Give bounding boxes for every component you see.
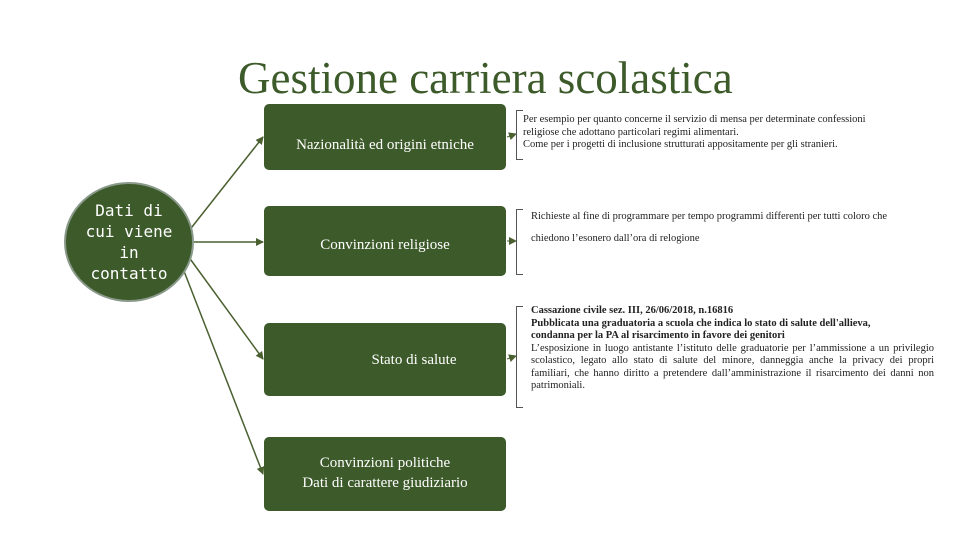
note-text: L’esposizione in luogo antistante l’istituto delle graduatorie per l’ammissione a un privilegio scolastico, legato allo stato di salute del minore, danneggia anche la privacy dei propri familiari, che hanno diritto a pretendere dall’amministrazione il risarcimento dei danni non patrimoniali. bbox=[531, 342, 934, 391]
box-health bbox=[264, 323, 506, 396]
note-line: religiose che adottano particolari regimi alimentari. bbox=[523, 126, 739, 138]
center-circle bbox=[64, 182, 194, 302]
note-heading: Pubblicata una graduatoria a scuola che indica lo stato di salute dell'allieva, bbox=[531, 317, 871, 329]
arrow-to-politics bbox=[182, 266, 263, 474]
box-label: Stato di salute bbox=[371, 351, 457, 368]
center-line: cui viene bbox=[85, 222, 173, 241]
note-line: Come per i progetti di inclusione strutturati appositamente per gli stranieri. bbox=[523, 139, 838, 150]
note-religion-line-1: Richieste al fine di programmare per tempo programmi differenti per tutti coloro che bbox=[531, 211, 888, 222]
page-title: Gestione carriera scolastica bbox=[238, 53, 733, 103]
box-label: Convinzioni politiche Dati di carattere giudiziario bbox=[302, 455, 468, 491]
center-line: contatto bbox=[90, 264, 168, 283]
arrow-nationality-note bbox=[507, 134, 516, 137]
note-religion-line-2: chiedono l’esonero dall’ora di relogione bbox=[531, 233, 700, 244]
center-line: Dati di bbox=[95, 201, 163, 220]
note-line: Per esempio per quanto concerne il servizio di mensa per determinate confessioni bbox=[523, 114, 866, 125]
box-label: Nazionalità ed origini etniche bbox=[296, 137, 474, 153]
box-politics bbox=[264, 437, 506, 511]
bracket-religion bbox=[516, 209, 523, 275]
note-heading: Cassazione civile sez. III, 26/06/2018, n.16816 bbox=[531, 305, 734, 316]
note-heading: condanna per la PA al risarcimento in favore dei genitori bbox=[531, 330, 785, 341]
box-nationality bbox=[264, 104, 506, 170]
note-nationality bbox=[523, 114, 943, 152]
note-health bbox=[531, 305, 934, 393]
arrow-health-note bbox=[507, 356, 516, 359]
box-label: Convinzioni religiose bbox=[320, 237, 450, 253]
arrow-to-nationality bbox=[188, 137, 263, 232]
box-religion bbox=[264, 206, 506, 276]
bracket-health bbox=[516, 306, 523, 408]
center-line: in bbox=[119, 243, 139, 262]
bracket-nationality bbox=[516, 110, 523, 160]
arrow-to-health bbox=[188, 256, 263, 359]
